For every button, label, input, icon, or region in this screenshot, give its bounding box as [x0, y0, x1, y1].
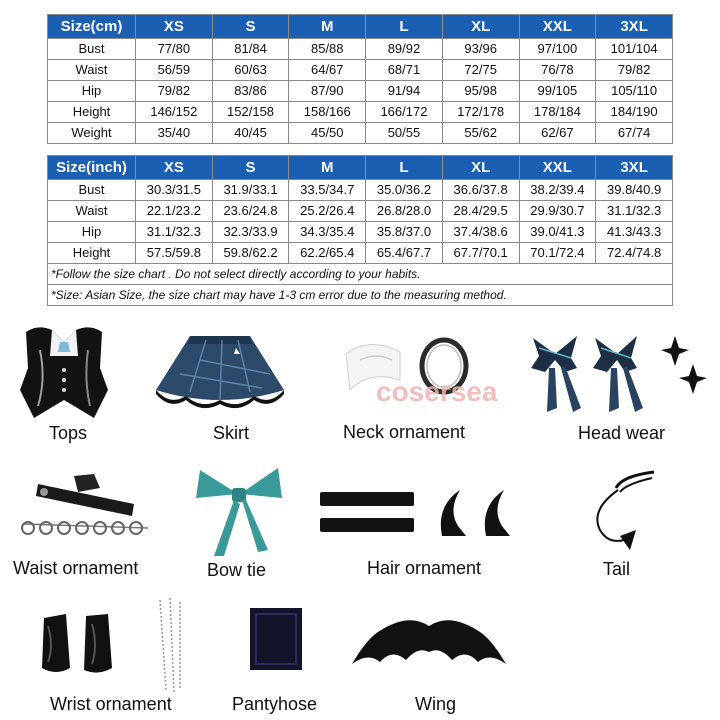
- size-value-cell: 22.1/23.2: [136, 201, 213, 222]
- size-value-cell: 178/184: [519, 102, 596, 123]
- size-table-cm-header: [48, 15, 673, 39]
- size-value-cell: 101/104: [596, 39, 673, 60]
- size-value-cell: 83/86: [212, 81, 289, 102]
- cm-table-row: [48, 81, 673, 102]
- header-cell: M: [289, 156, 366, 180]
- cm-table-row: [48, 102, 673, 123]
- size-value-cell: 45/50: [289, 123, 366, 144]
- header-cell: XL: [442, 156, 519, 180]
- header-cell: S: [212, 15, 289, 39]
- wing-label: Wing: [415, 694, 457, 714]
- header-cell: 3XL: [596, 15, 673, 39]
- skirt-label: Skirt: [213, 423, 249, 443]
- size-value-cell: 72/75: [442, 60, 519, 81]
- size-value-cell: 33.5/34.7: [289, 180, 366, 201]
- size-value-cell: 36.6/37.8: [442, 180, 519, 201]
- header-cell: XL: [442, 15, 519, 39]
- size-value-cell: 37.4/38.6: [442, 222, 519, 243]
- tops-image: [18, 320, 110, 420]
- size-value-cell: 89/92: [366, 39, 443, 60]
- header-cell: XXL: [519, 15, 596, 39]
- row-label: Waist: [48, 201, 136, 222]
- size-value-cell: 68/71: [366, 60, 443, 81]
- inch-table-row: [48, 201, 673, 222]
- cm-table-row: [48, 39, 673, 60]
- size-value-cell: 31.1/32.3: [136, 222, 213, 243]
- size-value-cell: 76/78: [519, 60, 596, 81]
- size-value-cell: 172/178: [442, 102, 519, 123]
- hair-ornament-label: Hair ornament: [367, 558, 482, 578]
- size-value-cell: 97/100: [519, 39, 596, 60]
- tops-label: Tops: [49, 423, 88, 443]
- size-value-cell: 95/98: [442, 81, 519, 102]
- size-value-cell: 55/62: [442, 123, 519, 144]
- header-cell: Size(inch): [48, 156, 136, 180]
- size-value-cell: 65.4/67.7: [366, 243, 443, 264]
- skirt-image: [150, 330, 290, 410]
- size-value-cell: 91/94: [366, 81, 443, 102]
- size-value-cell: 85/88: [289, 39, 366, 60]
- size-value-cell: 32.3/33.9: [212, 222, 289, 243]
- bow-tie-image: [194, 464, 284, 560]
- size-value-cell: 79/82: [596, 60, 673, 81]
- note-row: [48, 264, 673, 285]
- size-value-cell: 34.3/35.4: [289, 222, 366, 243]
- size-value-cell: 67/74: [596, 123, 673, 144]
- size-value-cell: 35.8/37.0: [366, 222, 443, 243]
- row-label: Waist: [48, 60, 136, 81]
- size-value-cell: 105/110: [596, 81, 673, 102]
- size-value-cell: 39.0/41.3: [519, 222, 596, 243]
- size-value-cell: 30.3/31.5: [136, 180, 213, 201]
- wrist-ornament-label: Wrist ornament: [50, 694, 172, 714]
- size-value-cell: 62.2/65.4: [289, 243, 366, 264]
- size-value-cell: 23.6/24.8: [212, 201, 289, 222]
- size-table-inch-header: [48, 156, 673, 180]
- size-value-cell: 59.8/62.2: [212, 243, 289, 264]
- size-value-cell: 62/67: [519, 123, 596, 144]
- size-value-cell: 26.8/28.0: [366, 201, 443, 222]
- size-value-cell: 79/82: [136, 81, 213, 102]
- hair-ornament-image: [316, 484, 528, 544]
- header-cell: XS: [136, 156, 213, 180]
- bow-tie-label: Bow tie: [207, 560, 267, 580]
- size-note-habits: *Follow the size chart . Do not select directly according to your habits.: [48, 264, 673, 285]
- size-value-cell: 40/45: [212, 123, 289, 144]
- size-value-cell: 146/152: [136, 102, 213, 123]
- row-label: Weight: [48, 123, 136, 144]
- size-value-cell: 93/96: [442, 39, 519, 60]
- header-cell: XS: [136, 15, 213, 39]
- header-cell: L: [366, 156, 443, 180]
- size-value-cell: 31.1/32.3: [596, 201, 673, 222]
- size-value-cell: 87/90: [289, 81, 366, 102]
- head-wear-label: Head wear: [578, 423, 666, 443]
- header-cell: XXL: [519, 156, 596, 180]
- size-table-cm: [47, 14, 673, 144]
- pantyhose-label: Pantyhose: [232, 694, 318, 714]
- wrist-ornament-image: [36, 596, 196, 694]
- row-label: Hip: [48, 81, 136, 102]
- header-cell: S: [212, 156, 289, 180]
- size-value-cell: 81/84: [212, 39, 289, 60]
- waist-ornament-image: [14, 470, 154, 548]
- size-value-cell: 56/59: [136, 60, 213, 81]
- header-cell: L: [366, 15, 443, 39]
- cosersea-watermark: cosersea: [376, 376, 498, 407]
- size-value-cell: 60/63: [212, 60, 289, 81]
- cm-table-row: [48, 123, 673, 144]
- row-label: Height: [48, 102, 136, 123]
- head-wear-image: [525, 328, 715, 420]
- header-cell: Size(cm): [48, 15, 136, 39]
- size-value-cell: 72.4/74.8: [596, 243, 673, 264]
- inch-table-row: [48, 243, 673, 264]
- size-value-cell: 28.4/29.5: [442, 201, 519, 222]
- pantyhose-image: [244, 604, 308, 674]
- size-value-cell: 158/166: [289, 102, 366, 123]
- size-value-cell: 57.5/59.8: [136, 243, 213, 264]
- row-label: Bust: [48, 180, 136, 201]
- size-value-cell: 152/158: [212, 102, 289, 123]
- size-value-cell: 38.2/39.4: [519, 180, 596, 201]
- size-note-asian: *Size: Asian Size, the size chart may have 1-3 cm error due to the measuring method.: [48, 285, 673, 306]
- neck-ornament-label: Neck ornament: [343, 422, 466, 442]
- size-value-cell: 25.2/26.4: [289, 201, 366, 222]
- waist-ornament-label: Waist ornament: [13, 558, 139, 578]
- size-value-cell: 41.3/43.3: [596, 222, 673, 243]
- cm-table-row: [48, 60, 673, 81]
- inch-table-row: [48, 222, 673, 243]
- size-value-cell: 64/67: [289, 60, 366, 81]
- header-cell: 3XL: [596, 156, 673, 180]
- size-value-cell: 39.8/40.9: [596, 180, 673, 201]
- size-value-cell: 166/172: [366, 102, 443, 123]
- size-value-cell: 50/55: [366, 123, 443, 144]
- tail-image: [582, 466, 662, 556]
- row-label: Bust: [48, 39, 136, 60]
- size-value-cell: 70.1/72.4: [519, 243, 596, 264]
- inch-table-row: [48, 180, 673, 201]
- size-value-cell: 29.9/30.7: [519, 201, 596, 222]
- size-value-cell: 35/40: [136, 123, 213, 144]
- size-value-cell: 77/80: [136, 39, 213, 60]
- header-cell: M: [289, 15, 366, 39]
- size-value-cell: 31.9/33.1: [212, 180, 289, 201]
- wing-image: [348, 612, 510, 678]
- size-value-cell: 184/190: [596, 102, 673, 123]
- size-value-cell: 99/105: [519, 81, 596, 102]
- tail-label: Tail: [603, 559, 631, 579]
- row-label: Hip: [48, 222, 136, 243]
- size-value-cell: 67.7/70.1: [442, 243, 519, 264]
- size-value-cell: 35.0/36.2: [366, 180, 443, 201]
- size-table-inch: [47, 155, 673, 306]
- row-label: Height: [48, 243, 136, 264]
- note-row: [48, 285, 673, 306]
